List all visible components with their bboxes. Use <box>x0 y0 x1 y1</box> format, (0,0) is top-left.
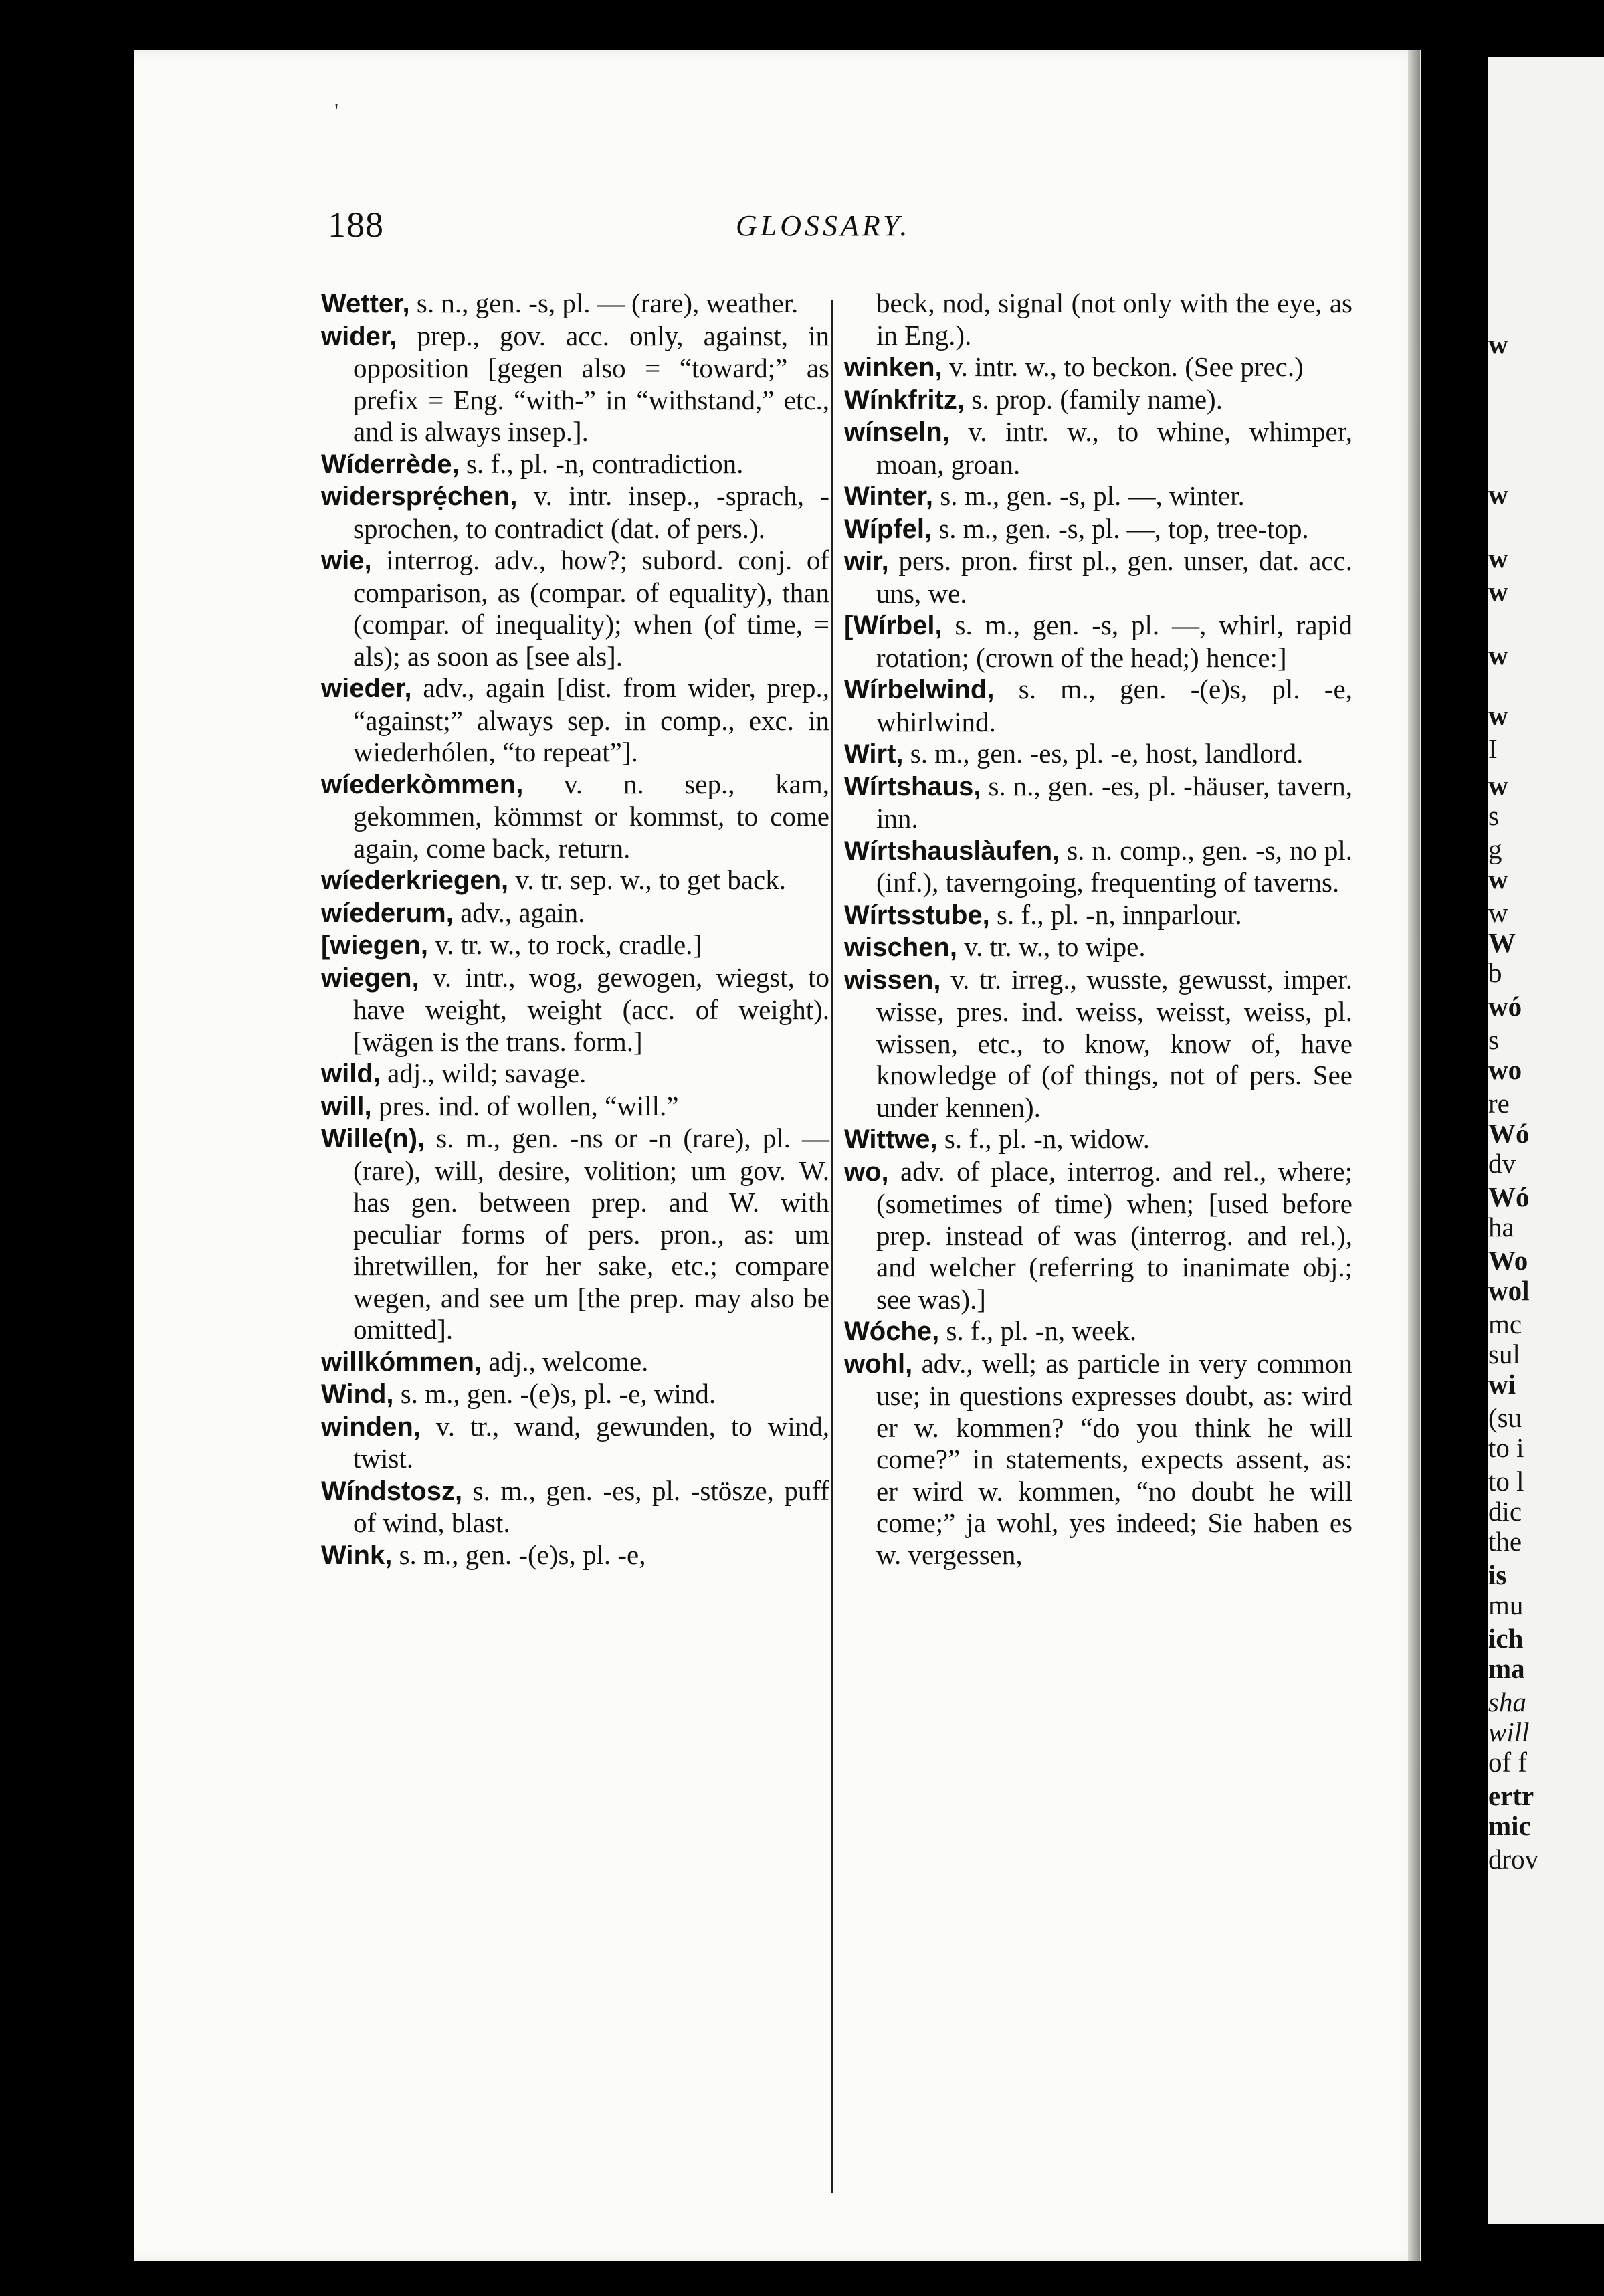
adjacent-page-text-fragment: the <box>1488 1526 1522 1557</box>
entry-definition: s. f., pl. -n, innparlour. <box>989 898 1242 930</box>
entry-headword: wíederkòmmen, <box>321 769 524 799</box>
glossary-entry <box>321 929 829 962</box>
adjacent-page-text-fragment: Wó <box>1488 1181 1530 1212</box>
entry-headword: wir, <box>844 547 889 576</box>
adjacent-page-text-fragment: I <box>1488 733 1498 764</box>
entry-headword: Wille(n), <box>321 1124 425 1153</box>
entry-definition: s. m., gen. -(e)s, pl. -e, whirlwind. <box>876 674 1352 737</box>
adjacent-page-text-fragment: W <box>1488 927 1516 958</box>
glossary-entry <box>844 545 1352 609</box>
entry-definition: interrog. adv., how?; subord. conj. of comparison, as (compar. of equality), than (compar. of inequality); when (of time, = als); as soon as [see als]. <box>353 545 829 672</box>
entry-headword: Wind, <box>321 1379 394 1409</box>
glossary-entry <box>844 351 1352 384</box>
adjacent-page-text-fragment: s <box>1488 1024 1499 1055</box>
page-number: 188 <box>328 205 384 245</box>
adjacent-page-text-fragment: w <box>1488 576 1508 607</box>
adjacent-page-text-fragment: s <box>1488 800 1499 831</box>
adjacent-page-text-fragment: will <box>1488 1717 1530 1747</box>
glossary-entry <box>844 1348 1352 1571</box>
entry-definition: v. tr. sep. w., to get back. <box>508 864 786 895</box>
adjacent-page-text-fragment: sha <box>1488 1687 1526 1717</box>
glossary-entry <box>844 416 1352 480</box>
entry-headword: Wírbelwind, <box>844 675 995 704</box>
entry-headword: wo, <box>844 1157 889 1187</box>
right-column <box>844 288 1352 1571</box>
entry-definition: prep., gov. acc. only, against, in opposition [gegen also = “toward;” as prefix = Eng. “with-” in “withstand,” etc., and is always insep.]. <box>353 320 829 447</box>
entry-definition: adj., welcome. <box>482 1345 649 1377</box>
entry-headword: wíederum, <box>321 898 454 928</box>
adjacent-page-text-fragment: g <box>1488 834 1502 864</box>
entry-headword: wieder, <box>321 674 412 703</box>
entry-definition: v. tr., wand, gewunden, to wind, twist. <box>353 1410 829 1474</box>
adjacent-page-text-fragment: wi <box>1488 1369 1516 1400</box>
adjacent-page-text-fragment: wol <box>1488 1275 1530 1306</box>
adjacent-page-text-fragment: w <box>1488 328 1508 359</box>
glossary-entry <box>321 1346 829 1379</box>
left-column <box>321 288 829 1571</box>
entry-headword: Wóche, <box>844 1317 940 1346</box>
entry-headword: Wink, <box>321 1540 393 1570</box>
glossary-entry <box>844 384 1352 417</box>
entry-definition: v. intr., wog, gewogen, wiegst, to have weight, weight (acc. of weight). [wägen is the trans. form.] <box>353 961 829 1057</box>
entry-headword: widersprẹ́chen, <box>321 482 518 511</box>
adjacent-page-text-fragment: b <box>1488 957 1502 988</box>
entry-headword: Wírtshaus, <box>844 771 981 801</box>
adjacent-page-text-fragment: mu <box>1488 1590 1524 1620</box>
glossary-entry <box>321 1539 829 1572</box>
entry-definition: pers. pron. first pl., gen. unser, dat. acc. uns, we. <box>876 545 1352 609</box>
glossary-entry <box>844 480 1352 513</box>
adjacent-page-text-fragment: dv <box>1488 1148 1516 1179</box>
entry-headword: Wíderrède, <box>321 449 460 479</box>
glossary-entry <box>321 897 829 930</box>
adjacent-page-text-fragment: drov <box>1488 1844 1539 1875</box>
adjacent-page-text-fragment: w <box>1488 479 1508 510</box>
entry-definition: s. f., pl. -n, contradiction. <box>459 448 744 479</box>
adjacent-page-text-fragment: to l <box>1488 1466 1524 1497</box>
entry-definition: adv. of place, interrog. and rel., where; (sometimes of time) when; [used before prep. instead of was (interrog. and rel.), and welcher (referring to inanimate obj.; see was).] <box>876 1155 1352 1315</box>
glossary-entry <box>321 320 829 448</box>
entry-definition: v. n. sep., kam, gekommen, kömmst or kommst, to come again, come back, return. <box>353 768 829 864</box>
glossary-entry <box>844 964 1352 1124</box>
adjacent-page-text-fragment: w <box>1488 770 1508 801</box>
adjacent-page-text-fragment: mic <box>1488 1810 1531 1841</box>
entry-definition: s. m., gen. -s, pl. —, whirl, rapid rotation; (crown of the head;) hence:] <box>876 609 1352 673</box>
glossary-entry <box>321 1090 829 1123</box>
glossary-entry <box>844 1315 1352 1348</box>
glossary-entry <box>321 1123 829 1346</box>
adjacent-page-text-fragment: dic <box>1488 1496 1522 1527</box>
entry-headword: Wírtshauslàufen, <box>844 836 1060 866</box>
entry-headword: Wetter, <box>321 289 410 318</box>
entry-definition: beck, nod, signal (not only with the eye, as in Eng.). <box>876 288 1352 351</box>
adjacent-page-text-fragment: w <box>1488 543 1508 573</box>
entry-definition: s. m., gen. -s, pl. —, top, tree-top. <box>932 512 1309 544</box>
entry-definition: v. intr. w., to beckon. (See prec.) <box>942 351 1304 382</box>
glossary-entry <box>844 513 1352 546</box>
entry-headword: wínseln, <box>844 417 950 447</box>
adjacent-page-text-fragment: to i <box>1488 1432 1524 1463</box>
glossary-entry <box>844 1123 1352 1156</box>
entry-headword: Wípfel, <box>844 514 932 544</box>
entry-definition: adj., wild; savage. <box>380 1058 587 1088</box>
entry-definition: adv., again. <box>453 896 585 928</box>
adjacent-page-text-fragment: (su <box>1488 1402 1522 1433</box>
entry-definition: v. tr. irreg., wusste, gewusst, imper. wisse, pres. ind. weiss, weisst, weiss, pl. wissen, etc., to know, know of, have knowledge of (of things, not of pers. See under kennen). <box>876 963 1352 1123</box>
glossary-entry <box>321 480 829 545</box>
entry-definition: s. m., gen. -(e)s, pl. -e, wind. <box>393 1378 716 1409</box>
adjacent-page-text-fragment: re <box>1488 1088 1510 1119</box>
entry-headword: winken, <box>844 353 942 382</box>
adjacent-page-text-fragment: w <box>1488 640 1508 670</box>
entry-definition: s. m., gen. -es, pl. -e, host, landlord. <box>903 738 1304 769</box>
entry-definition: s. n. comp., gen. -s, no pl. (inf.), taverngoing, frequenting of taverns. <box>876 834 1352 898</box>
entry-definition: s. f., pl. -n, week. <box>939 1315 1137 1346</box>
adjacent-page-text-fragment: of f <box>1488 1747 1528 1778</box>
glossary-entry <box>321 672 829 769</box>
entry-headword: Wínkfritz, <box>844 385 965 415</box>
adjacent-page-fragment <box>1488 57 1604 2224</box>
entry-headword: wider, <box>321 321 397 351</box>
entry-definition: adv., again [dist. from wider, prep., “against;” always sep. in comp., exc. in wiederhólen, “to repeat”]. <box>353 672 829 767</box>
entry-definition: s. m., gen. -es, pl. -stösze, puff of wind, blast. <box>353 1474 829 1538</box>
glossary-entry <box>321 448 829 481</box>
entry-headword: Wíndstosz, <box>321 1476 463 1506</box>
glossary-entry <box>844 609 1352 674</box>
adjacent-page-text-fragment: is <box>1488 1559 1507 1590</box>
glossary-entry <box>844 1156 1352 1316</box>
entry-definition: s. n., gen. -es, pl. -häuser, tavern, inn. <box>876 770 1352 834</box>
entry-definition: adv., well; as particle in very common use; in questions expresses doubt, as: wird er w. kommen? “do you think he will come?” in statements, expects assent, as: er wird w. kommen, “no doubt he will come;” ja wohl, yes indeed; Sie haben es w. vergessen, <box>876 1347 1352 1570</box>
adjacent-page-text-fragment: Wo <box>1488 1245 1528 1276</box>
entry-headword: willkómmen, <box>321 1347 482 1377</box>
entry-definition: s. prop. (family name). <box>964 383 1223 415</box>
entry-headword: Wittwe, <box>844 1125 938 1154</box>
adjacent-page-text-fragment: ha <box>1488 1212 1514 1242</box>
entry-definition: s. m., gen. -ns or -n (rare), pl. — (rare), will, desire, volition; um gov. W. has gen. between prep. and W. with peculiar forms of pers. pron., as: um ihretwillen, for her sake, etc.; compare wegen, and see um [the prep. may also be omitted]. <box>353 1123 829 1345</box>
glossary-entry <box>321 1411 829 1475</box>
column-divider <box>831 300 833 2193</box>
adjacent-page-text-fragment: ma <box>1488 1653 1525 1684</box>
entry-headword: wild, <box>321 1059 381 1088</box>
glossary-entry <box>321 1475 829 1539</box>
entry-headword: winden, <box>321 1412 421 1442</box>
entry-headword: wissen, <box>844 965 941 995</box>
adjacent-page-text-fragment: w <box>1488 700 1508 731</box>
entry-definition: s. f., pl. -n, widow. <box>937 1123 1150 1154</box>
adjacent-page-text-fragment: ich <box>1488 1623 1524 1654</box>
entry-headword: Wirt, <box>844 739 904 769</box>
entry-definition: v. tr. w., to rock, cradle.] <box>428 929 702 960</box>
adjacent-page-text-fragment: Wó <box>1488 1118 1530 1149</box>
page-gutter-shadow <box>1408 50 1420 2261</box>
entry-definition: pres. ind. of wollen, “will.” <box>371 1090 679 1121</box>
glossary-entry <box>321 1058 829 1090</box>
glossary-entry <box>321 1378 829 1411</box>
entry-definition: v. intr. insep., -sprach, -sprochen, to contradict (dat. of pers.). <box>353 480 829 544</box>
glossary-entry <box>844 931 1352 964</box>
entry-headword: Winter, <box>844 482 933 511</box>
glossary-entry <box>844 835 1352 899</box>
glossary-entry <box>844 771 1352 835</box>
entry-definition: v. tr. w., to wipe. <box>957 931 1146 962</box>
glossary-entry <box>844 674 1352 738</box>
glossary-entry <box>321 864 829 897</box>
adjacent-page-text-fragment: w <box>1488 897 1508 928</box>
entry-definition: s. m., gen. -s, pl. —, winter. <box>933 480 1245 511</box>
glossary-entry <box>321 545 829 672</box>
entry-headword: Wírtsstube, <box>844 900 990 930</box>
glossary-entry <box>844 288 1352 351</box>
adjacent-page-text-fragment: w <box>1488 864 1508 894</box>
glossary-entry <box>844 899 1352 932</box>
glossary-entry <box>321 962 829 1058</box>
glossary-entry <box>844 738 1352 771</box>
glossary-entry <box>321 769 829 865</box>
entry-definition: s. m., gen. -(e)s, pl. -e, <box>392 1539 646 1570</box>
adjacent-page-text-fragment: mc <box>1488 1309 1522 1339</box>
entry-headword: wíederkriegen, <box>321 866 509 895</box>
entry-headword: wie, <box>321 546 372 575</box>
stray-mark: ' <box>334 99 339 124</box>
glossary-entry <box>321 288 829 320</box>
entry-headword: [Wírbel, <box>844 611 942 640</box>
entry-headword: wiegen, <box>321 963 419 993</box>
entry-headword: wischen, <box>844 933 957 962</box>
adjacent-page-text-fragment: wó <box>1488 991 1522 1022</box>
entry-definition: s. n., gen. -s, pl. — (rare), weather. <box>409 288 799 318</box>
running-head: GLOSSARY. <box>736 209 911 242</box>
adjacent-page-text-fragment: sul <box>1488 1339 1520 1369</box>
adjacent-page-text-fragment: ertr <box>1488 1780 1534 1811</box>
entry-headword: [wiegen, <box>321 931 429 960</box>
entry-headword: wohl, <box>844 1349 913 1379</box>
entry-headword: will, <box>321 1091 372 1121</box>
adjacent-page-text-fragment: wo <box>1488 1054 1522 1085</box>
entry-definition: v. intr. w., to whine, whimper, moan, groan. <box>876 416 1352 480</box>
